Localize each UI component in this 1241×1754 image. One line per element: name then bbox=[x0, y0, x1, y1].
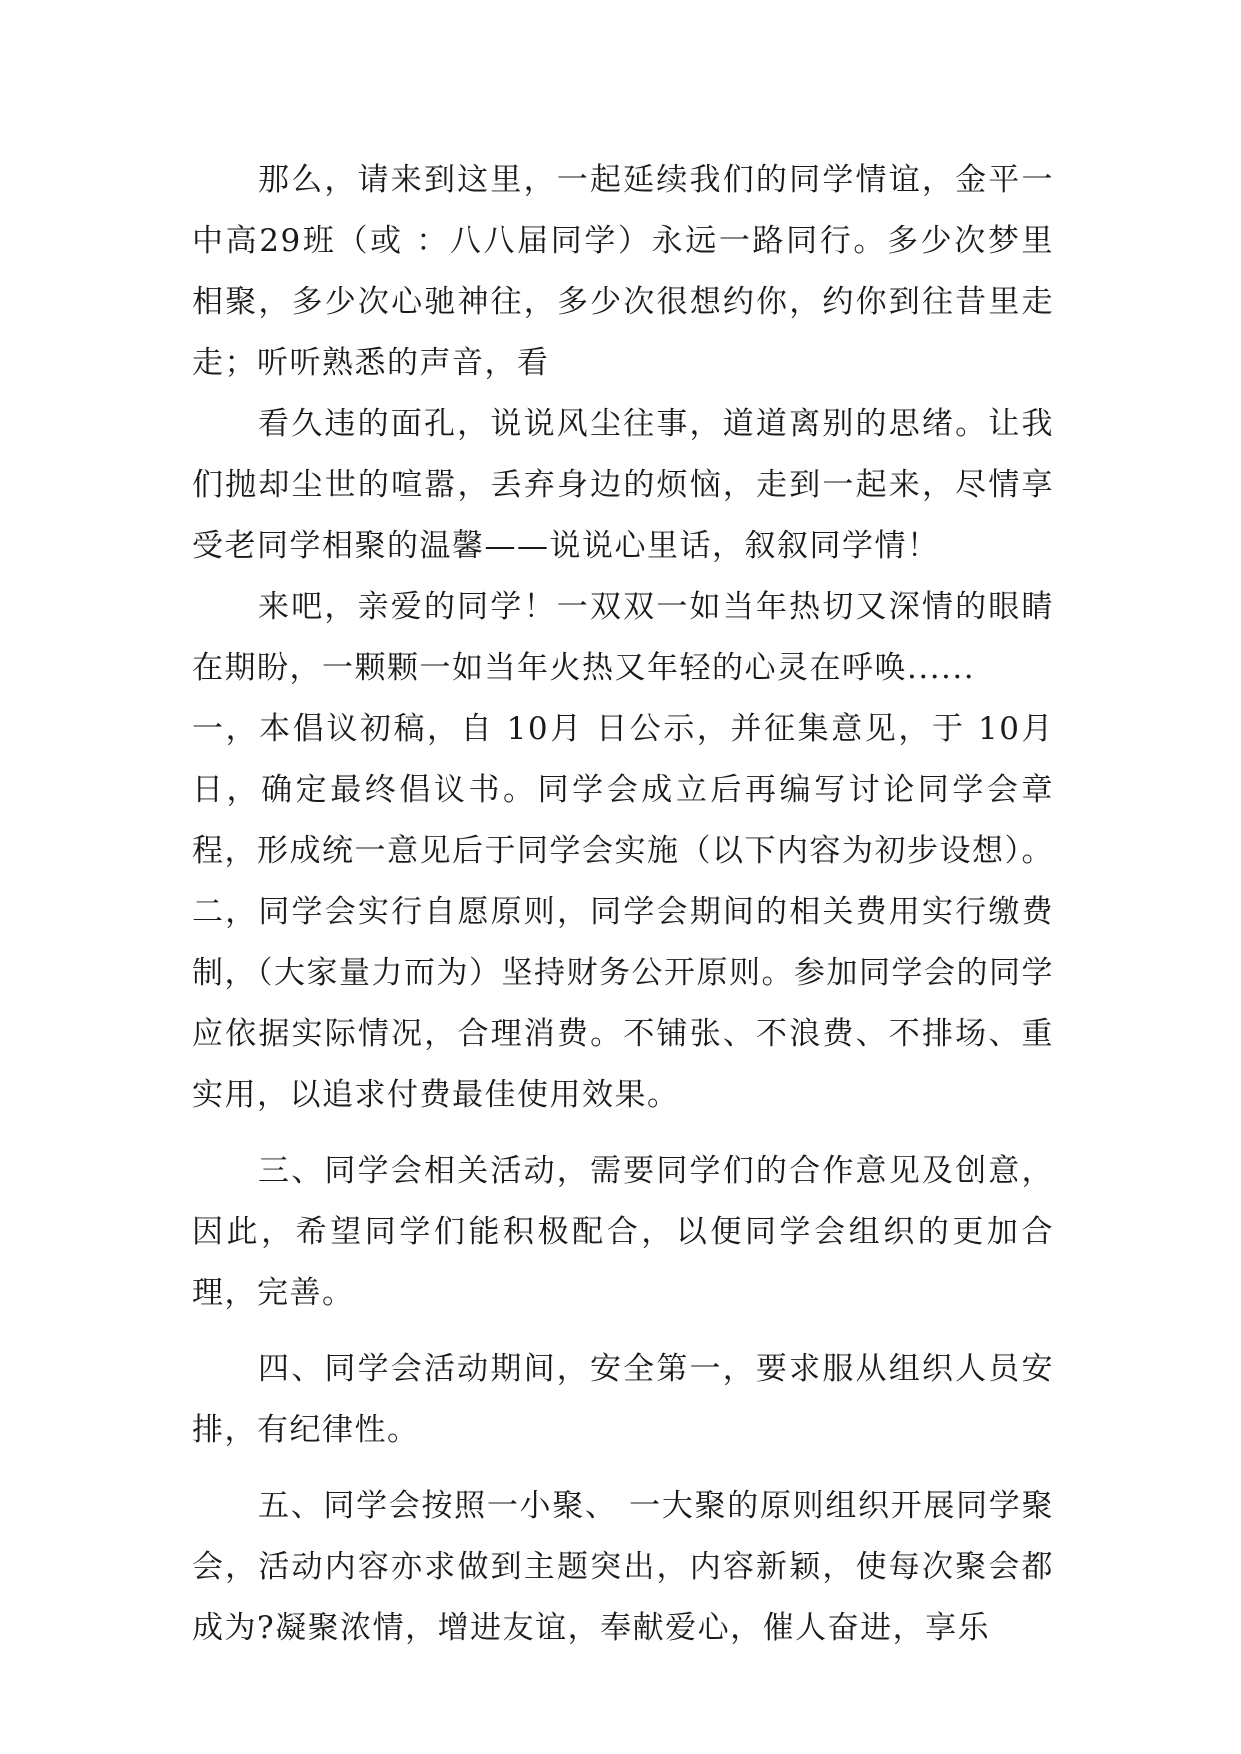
paragraph-rule-five: 五、同学会按照一小聚、 一大聚的原则组织开展同学聚会，活动内容亦求做到主题突出，内容新颖，使每次聚会都成为?凝聚浓情，增进友谊，奉献爱心，催人奋进，享乐 bbox=[192, 1488, 1054, 1646]
paragraph-rule-four: 四、同学会活动期间，安全第一，要求服从组织人员安排，有纪律性。 bbox=[192, 1351, 1054, 1448]
paragraph-reunion: 看久违的面孔，说说风尘往事，道道离别的思绪。让我们抛却尘世的喧嚣，丢弃身边的烦恼，走到一起来，尽情享受老同学相聚的温馨——说说心里话，叙叙同学情！ bbox=[192, 406, 1054, 564]
paragraph-rules-one-two: 一，本倡议初稿，自 10月 日公示，并征集意见，于 10月 日，确定最终倡议书。同学会成立后再编写讨论同学会章程，形成统一意见后于同学会实施（以下内容为初步设想）。 二，同学会实行自愿原则，同学会期间的相关费用实行缴费制，（大家量力而为）坚持财务公开原则。参加同学会的同学应依据实际情况，合理消费。不铺张、不浪费、不排场、重实用，以追求付费最佳使用效果。 bbox=[192, 711, 1054, 1113]
document-body bbox=[192, 150, 1054, 1659]
paragraph-rule-three: 三、同学会相关活动，需要同学们的合作意见及创意，因此，希望同学们能积极配合，以便同学会组织的更加合理，完善。 bbox=[192, 1153, 1054, 1311]
paragraph-come-classmates: 来吧，亲爱的同学！一双双一如当年热切又深情的眼睛在期盼，一颗颗一如当年火热又年轻的心灵在呼唤...... bbox=[192, 589, 1054, 686]
paragraph-invitation: 那么，请来到这里，一起延续我们的同学情谊，金平一中高29班（或 ：八八届同学）永远一路同行。多少次梦里相聚，多少次心驰神往，多少次很想约你，约你到往昔里走走；听听熟悉的声音，看 bbox=[192, 162, 1054, 381]
